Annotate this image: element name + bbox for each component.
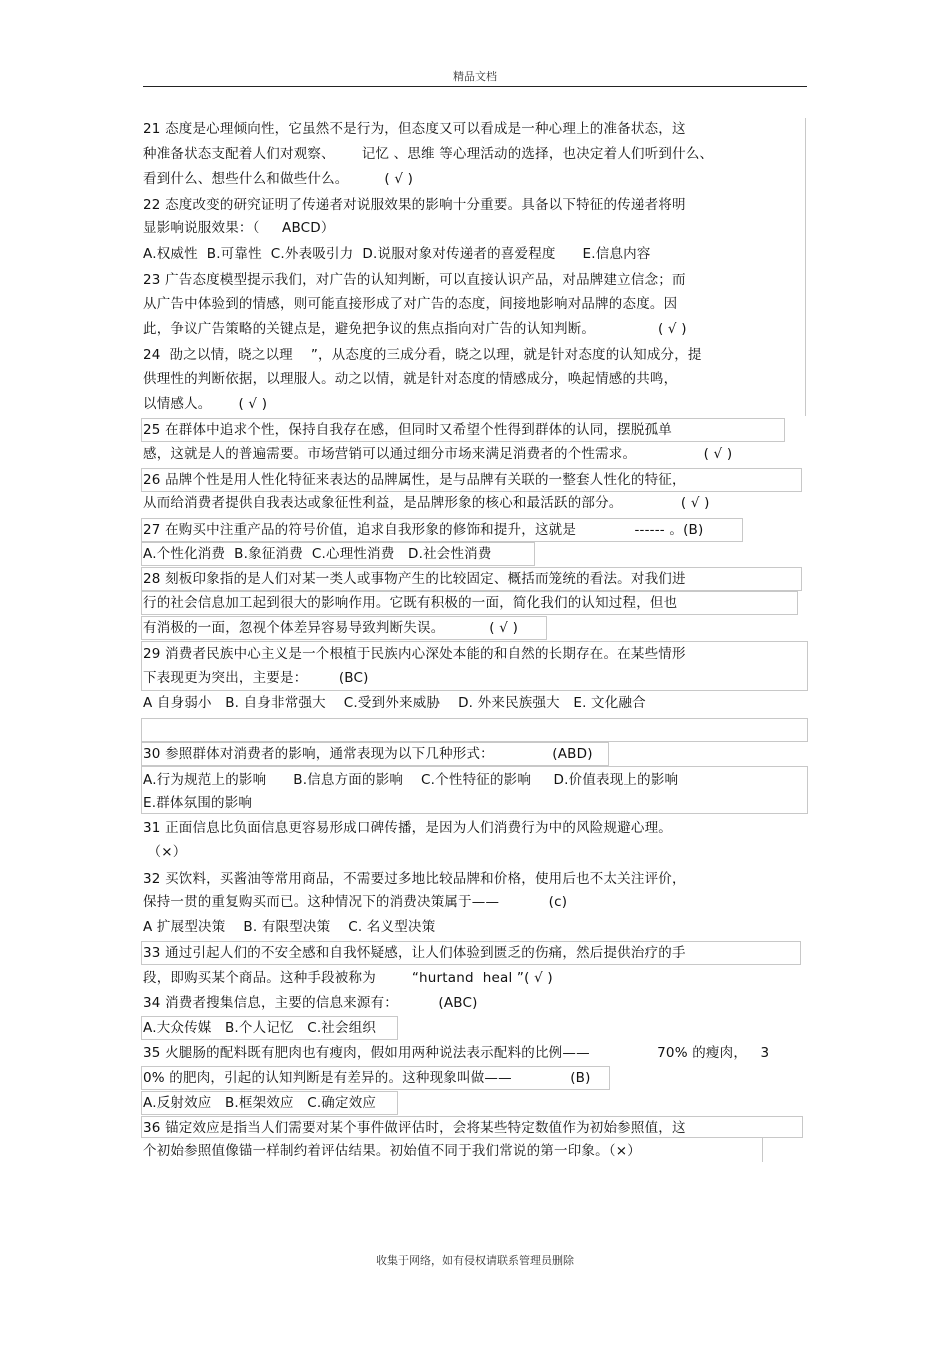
text-line: 32 买饮料，买酱油等常用商品，不需要过多地比较品牌和价格，使用后也不太关注评价， bbox=[143, 871, 686, 887]
text-line: 29 消费者民族中心主义是一个根植于民族内心深处本能的和自然的长期存在。在某些情形 bbox=[143, 646, 686, 662]
text-line: 感，这就是人的普遍需要。市场营销可以通过细分市场来满足消费者的个性需求。 ( √ ) bbox=[143, 446, 733, 462]
text-line: 下表现更为突出，主要是： (BC) bbox=[143, 670, 369, 686]
text-line: 22 态度改变的研究证明了传递者对说服效果的影响十分重要。具备以下特征的传递者将明 bbox=[143, 197, 686, 213]
text-line: A 自身弱小 B. 自身非常强大 C.受到外来威胁 D. 外来民族强大 E. 文化融合 bbox=[143, 695, 646, 711]
text-line: 有消极的一面，忽视个体差异容易导致判断失误。 ( √ ) bbox=[143, 620, 519, 636]
text-line: A.反射效应 B.框架效应 C.确定效应 bbox=[143, 1095, 377, 1111]
text-line: 段，即购买某个商品。这种手段被称为 “hurtand heal ”( √ ) bbox=[143, 970, 553, 986]
text-line: 36 锚定效应是指当人们需要对某个事件做评估时，会将某些特定数值作为初始参照值，这 bbox=[143, 1120, 686, 1136]
text-line: 27 在购买中注重产品的符号价值，追求自我形象的修饰和提升，这就是 ------ 。(B) bbox=[143, 522, 704, 538]
cell-border bbox=[141, 718, 808, 742]
text-line: 23 广告态度模型提示我们，对广告的认知判断，可以直接认识产品，对品牌建立信念；而 bbox=[143, 272, 686, 288]
header-rule bbox=[143, 86, 807, 87]
text-line: 24 劭之以情，晓之以理 ”，从态度的三成分看，晓之以理，就是针对态度的认知成分，提 bbox=[143, 347, 702, 363]
text-line: E.群体氛围的影响 bbox=[143, 795, 253, 811]
text-line: 从而给消费者提供自我表达或象征性利益，是品牌形象的核心和最活跃的部分。 ( √ ) bbox=[143, 495, 710, 511]
text-line: A.大众传媒 B.个人记忆 C.社会组织 bbox=[143, 1020, 377, 1036]
text-line: A.个性化消费 B.象征消费 C.心理性消费 D.社会性消费 bbox=[143, 546, 492, 562]
text-line: （×） bbox=[143, 844, 187, 860]
text-line: 此，争议广告策略的关键点是，避免把争议的焦点指向对广告的认知判断。 ( √ ) bbox=[143, 321, 687, 337]
page-header: 精品文档 bbox=[453, 70, 497, 83]
text-line: 0% 的肥肉，引起的认知判断是有差异的。这种现象叫做—— (B) bbox=[143, 1070, 591, 1086]
text-line: 31 正面信息比负面信息更容易形成口碑传播，是因为人们消费行为中的风险规避心理。 bbox=[143, 820, 672, 836]
text-line: 35 火腿肠的配料既有肥肉也有瘦肉，假如用两种说法表示配料的比例—— 70% 的瘦肉， 3 bbox=[143, 1045, 770, 1061]
page-footer: 收集于网络，如有侵权请联系管理员删除 bbox=[376, 1254, 574, 1267]
text-line: 行的社会信息加工起到很大的影响作用。它既有积极的一面，简化我们的认知过程，但也 bbox=[143, 595, 678, 611]
text-line: A 扩展型决策 B. 有限型决策 C. 名义型决策 bbox=[143, 919, 436, 935]
text-line: 个初始参照值像锚一样制约着评估结果。初始值不同于我们常说的第一印象。（×） bbox=[143, 1143, 641, 1159]
text-line: 26 品牌个性是用人性化特征来表达的品牌属性，是与品牌有关联的一整套人性化的特征， bbox=[143, 472, 686, 488]
text-line: 以情感人。 ( √ ) bbox=[143, 396, 268, 412]
text-line: 33 通过引起人们的不安全感和自我怀疑感，让人们体验到匮乏的伤痛，然后提供治疗的手 bbox=[143, 945, 686, 961]
text-line: 21 态度是心理倾向性，它虽然不是行为，但态度又可以看成是一种心理上的准备状态，这 bbox=[143, 121, 686, 137]
text-line: 30 参照群体对消费者的影响，通常表现为以下几种形式： (ABD) bbox=[143, 746, 593, 762]
text-line: 25 在群体中追求个性，保持自我存在感，但同时又希望个性得到群体的认同，摆脱孤单 bbox=[143, 422, 672, 438]
text-line: A.权威性 B.可靠性 C.外表吸引力 D.说服对象对传递者的喜爱程度 E.信息内容 bbox=[143, 246, 651, 262]
text-line: 显影响说服效果：（ ABCD） bbox=[143, 220, 335, 236]
text-line: 保持一贯的重复购买而已。这种情况下的消费决策属于—— (c) bbox=[143, 894, 568, 910]
text-line: 28 刻板印象指的是人们对某一类人或事物产生的比较固定、概括而笼统的看法。对我们进 bbox=[143, 571, 686, 587]
text-line: 从广告中体验到的情感，则可能直接形成了对广告的态度，间接地影响对品牌的态度。因 bbox=[143, 296, 678, 312]
text-line: 供理性的判断依据，以理服人。动之以情，就是针对态度的情感成分，唤起情感的共鸣， bbox=[143, 371, 678, 387]
text-line: 种准备状态支配着人们对观察、 记忆 、思维 等心理活动的选择，也决定着人们听到什么、 bbox=[143, 146, 714, 162]
text-line: A.行为规范上的影响 B.信息方面的影响 C.个性特征的影响 D.价值表现上的影响 bbox=[143, 772, 679, 788]
cell-border bbox=[805, 118, 806, 416]
text-line: 34 消费者搜集信息，主要的信息来源有： (ABC) bbox=[143, 995, 478, 1011]
text-line: 看到什么、想些什么和做些什么。 ( √ ) bbox=[143, 171, 414, 187]
cell-border bbox=[762, 1138, 763, 1162]
